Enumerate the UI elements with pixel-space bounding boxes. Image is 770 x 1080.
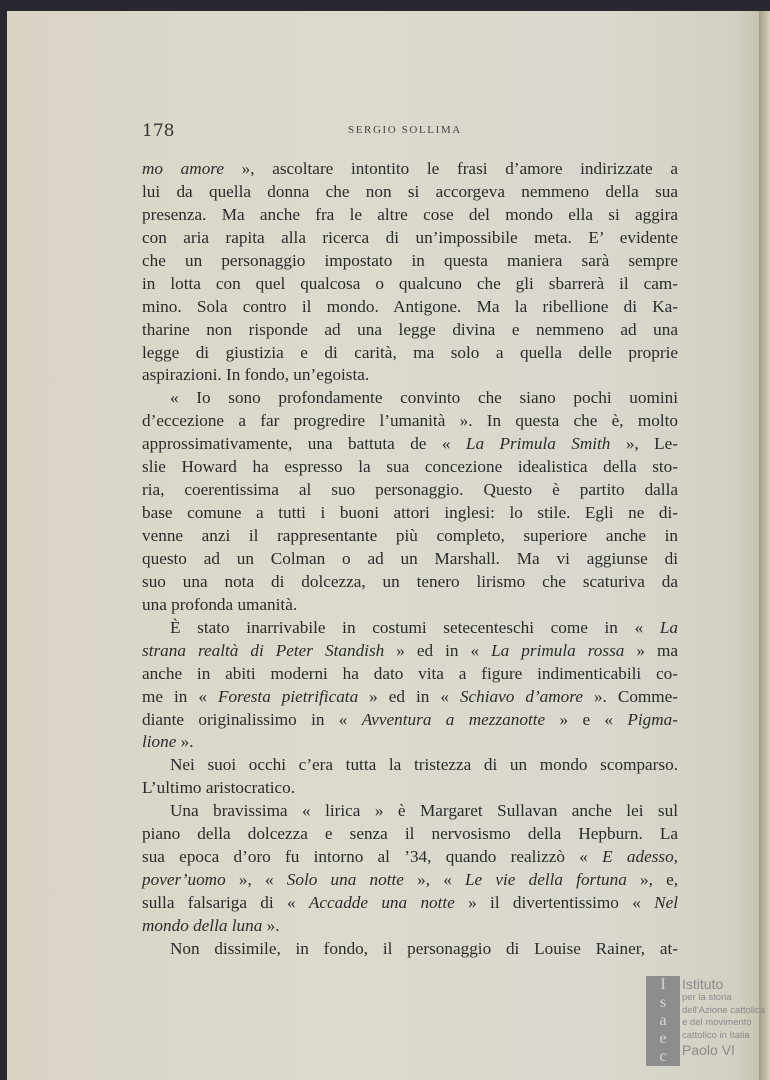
text-line <box>142 410 678 433</box>
text-segment: me in « <box>142 686 218 706</box>
text-line <box>142 709 678 732</box>
isacem-watermark <box>646 976 766 1068</box>
text-segment: », « <box>225 870 287 890</box>
italic-title-text: lione <box>142 732 177 752</box>
text-segment: Non dissimile, in fondo, il personaggio di Louise Rainer, at- <box>170 938 678 958</box>
logo-text: Istituto per la storia dell'Azione cattolica e del movimento cattolico in Italia Paolo VI <box>682 976 766 1058</box>
text-segment: con aria rapita alla ricerca di un’impossibile meta. E’ evidente <box>142 227 678 247</box>
text-segment: base comune a tutti i buoni attori inglesi: lo stile. Egli ne di- <box>142 503 678 523</box>
italic-title-text: Pigma- <box>627 709 678 729</box>
text-segment: » ed in « <box>358 686 460 706</box>
text-line <box>142 433 678 456</box>
text-segment: suo una nota di dolcezza, un tenero lirismo che scaturiva da <box>142 571 678 591</box>
text-segment: « Io sono profondamente convinto che siano pochi uomini <box>170 388 678 408</box>
text-line <box>142 640 678 663</box>
text-segment: approssimativamente, una battuta de « <box>142 434 466 454</box>
text-segment: che un personaggio impostato in questa maniera sarà sempre <box>142 250 678 270</box>
text-segment: lui da quella donna che non si accorgeva nemmeno della sua <box>142 181 678 201</box>
text-line <box>142 387 678 410</box>
text-line <box>142 502 678 525</box>
italic-title-text: Foresta pietrificata <box>217 686 359 706</box>
text-line <box>142 892 678 915</box>
text-segment: È stato inarrivabile in costumi setecenteschi come in « <box>170 617 660 637</box>
text-line <box>142 686 678 709</box>
page-edge <box>759 11 770 1080</box>
text-segment: ria, coerentissima al suo personaggio. Questo è partito dalla <box>142 480 678 500</box>
text-line <box>142 525 678 548</box>
text-line <box>142 777 678 800</box>
body-text <box>142 158 678 961</box>
text-line <box>142 823 678 846</box>
text-segment: in lotta con quel qualcosa o qualcuno che gli sbarrerà il cam- <box>142 273 678 293</box>
text-segment: ». <box>262 915 280 935</box>
text-segment: tharine non risponde ad una legge divina e nemmeno ad una <box>142 319 678 339</box>
text-segment: ». <box>176 732 194 752</box>
text-line <box>142 158 678 181</box>
text-line <box>142 869 678 892</box>
text-line <box>142 181 678 204</box>
text-line <box>142 296 678 319</box>
page-number: 178 <box>142 121 175 141</box>
text-segment: anche in abiti moderni ha dato vita a figure indimenticabili co- <box>142 663 678 683</box>
text-segment: », ascoltare intontito le frasi d’amore indirizzate a <box>223 159 678 178</box>
italic-title-text: La Primula Smith <box>465 434 611 454</box>
text-segment: », Le- <box>610 434 678 454</box>
text-segment: slie Howard ha espresso la sua concezione idealistica della sto- <box>142 457 678 477</box>
italic-title-text: La primula rossa <box>491 640 625 660</box>
italic-title-text: strana realtà di Peter Standish <box>142 640 385 660</box>
text-segment: » ed in « <box>384 640 492 660</box>
text-segment: venne anzi il rappresentante più completo, superiore anche in <box>142 526 678 545</box>
text-segment: », « <box>403 870 465 890</box>
text-segment: sua epoca d’oro fu intorno al ’34, quando realizzò « <box>142 847 603 867</box>
text-line <box>142 754 678 777</box>
text-line <box>142 364 678 387</box>
text-line <box>142 571 678 594</box>
italic-title-text: mo amore <box>142 159 224 178</box>
text-line <box>142 617 678 640</box>
text-line <box>142 227 678 250</box>
running-title: SERGIO SOLLIMA <box>348 124 462 136</box>
text-line <box>142 342 678 365</box>
text-segment: sulla falsariga di « <box>142 893 309 912</box>
text-segment: questo ad un Colman o ad un Marshall. Ma vi aggiunse di <box>142 548 678 568</box>
text-line <box>142 250 678 273</box>
italic-title-text: pover’uomo <box>142 870 226 890</box>
text-segment: diante originalissimo in « <box>142 709 362 729</box>
italic-title-text: Accadde una notte <box>308 893 455 912</box>
italic-title-text: Nel <box>654 893 678 912</box>
text-line <box>142 548 678 571</box>
text-line <box>142 273 678 296</box>
text-segment: Nei suoi occhi c’era tutta la tristezza di un mondo scomparso. <box>170 755 678 775</box>
text-line <box>142 800 678 823</box>
text-segment: » ma <box>624 640 679 660</box>
italic-title-text: E adesso, <box>602 847 678 867</box>
text-segment: presenza. Ma anche fra le altre cose del mondo ella si aggira <box>142 204 678 224</box>
text-segment: piano della dolcezza e senza il nervosismo della Hepburn. La <box>142 824 678 844</box>
text-line <box>142 938 678 961</box>
text-line <box>142 479 678 502</box>
text-line <box>142 915 678 938</box>
italic-title-text: Le vie della fortuna <box>465 870 627 890</box>
italic-title-text: mondo della luna <box>142 915 263 935</box>
text-segment: » il divertentissimo « <box>454 893 655 912</box>
text-segment: d’eccezione a far progredire l’umanità ». In questa che è, molto <box>142 411 678 431</box>
italic-title-text: La <box>659 617 678 637</box>
italic-title-text: Solo una notte <box>286 870 404 890</box>
text-segment: Una bravissima « lirica » è Margaret Sullavan anche lei sul <box>170 801 678 821</box>
text-line <box>142 663 678 686</box>
italic-title-text: Schiavo d’amore <box>459 686 583 706</box>
text-segment: una profonda umanità. <box>142 594 298 614</box>
text-line <box>142 846 678 869</box>
text-segment: legge di giustizia e di carità, ma solo a quella delle proprie <box>142 342 678 362</box>
text-segment: aspirazioni. In fondo, un’egoista. <box>142 365 370 385</box>
text-segment: ». Comme- <box>582 686 679 706</box>
text-segment: », e, <box>626 870 679 890</box>
logo-mark: I s a e c <box>646 976 680 1066</box>
text-line <box>142 731 678 754</box>
italic-title-text: Avventura a mezzanotte <box>361 709 546 729</box>
text-segment: » e « <box>545 709 628 729</box>
text-line <box>142 594 678 617</box>
text-line <box>142 204 678 227</box>
text-line <box>142 456 678 479</box>
text-line <box>142 319 678 342</box>
text-segment: L’ultimo aristocratico. <box>142 778 296 798</box>
text-segment: mino. Sola contro il mondo. Antigone. Ma la ribellione di Ka- <box>142 296 678 316</box>
